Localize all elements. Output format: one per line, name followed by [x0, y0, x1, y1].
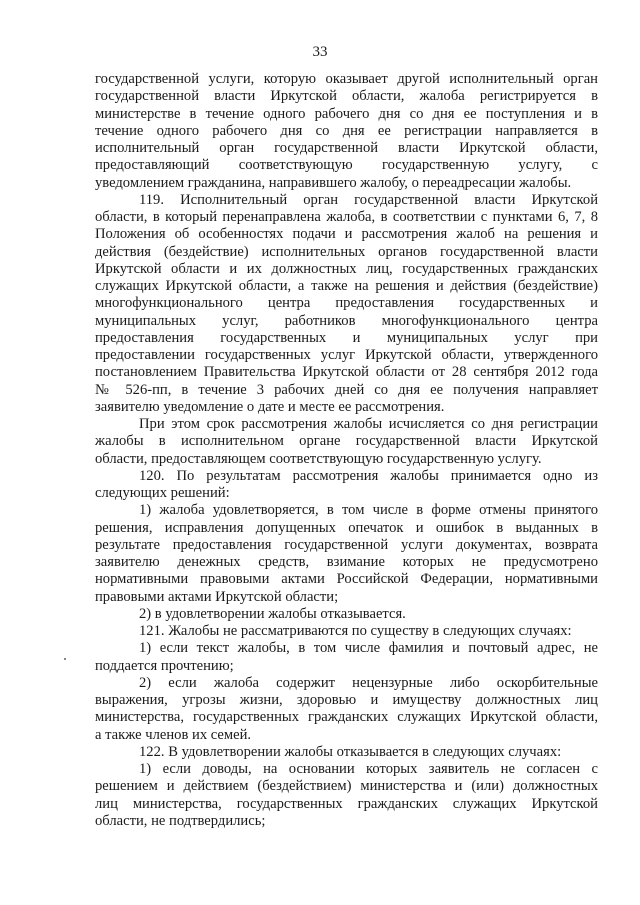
text-line: муниципальных услуг, работников многофункционального центра — [95, 312, 598, 329]
page-number: 33 — [312, 44, 328, 60]
text-line: 1) если текст жалобы, в том числе фамилия и почтовый адрес, не — [139, 640, 598, 657]
text-line: При этом срок рассмотрения жалобы исчисляется со дня регистрации — [139, 416, 598, 432]
text-line: заявителю денежных средств, взимание которых не предусмотрено — [95, 554, 598, 570]
text-line: министерстве в течение одного рабочего дня со дня ее поступления и в — [95, 105, 598, 122]
text-line: следующих решений: — [95, 485, 230, 501]
text-line: государственной услуги, которую оказывает другой исполнительный орган — [95, 71, 598, 87]
text-line: течение одного рабочего дня со дня ее регистрации направляется в — [95, 122, 598, 139]
text-line: 2) в удовлетворении жалобы отказывается. — [139, 605, 406, 622]
text-line: исполнительный орган государственной власти Иркутской области, — [95, 140, 598, 156]
document-body — [95, 71, 598, 830]
text-line: решения, исправления допущенных опечаток и ошибок в выданных в — [95, 519, 598, 536]
text-line: министерства, государственных гражданских служащих Иркутской области, — [95, 709, 598, 726]
text-line: Положения об особенностях подачи и рассмотрения жалоб на решения и — [95, 226, 598, 243]
text-line: многофункционального центра предоставления государственных и — [95, 295, 598, 312]
text-line: государственной власти Иркутской области, жалоба регистрируется в — [95, 88, 598, 105]
text-line: предоставляющий соответствующую государственную услугу, с — [95, 157, 598, 174]
text-line: уведомлением гражданина, направившего жалобу, о переадресации жалобы. — [95, 174, 572, 191]
text-line: области, в который перенаправлена жалоба, в соответствии с пунктами 6, 7, 8 — [95, 209, 598, 225]
text-line: жалобы в исполнительном органе государственной власти Иркутской — [95, 433, 598, 450]
text-line: предоставлении государственных услуг Иркутской области, утвержденного — [95, 347, 598, 363]
text-line: 1) жалоба удовлетворяется, в том числе в форме отмены принятого — [139, 502, 598, 519]
text-line: 122. В удовлетворении жалобы отказывается в следующих случаях: — [139, 743, 562, 760]
text-line: выражения, угрозы жизни, здоровью и имуществу должностных лиц — [95, 692, 598, 708]
text-line: области, предоставляющем соответствующую государственную услугу. — [95, 450, 542, 467]
text-line: правовыми актами Иркутской области; — [95, 588, 339, 605]
text-line: 1) если доводы, на основании которых заявитель не согласен с — [139, 761, 598, 777]
text-line: лиц министерства, государственных гражданских служащих Иркутской — [95, 795, 598, 812]
text-line: нормативными правовыми актами Российской Федерации, нормативными — [95, 571, 598, 588]
text-line: предоставления государственных и муниципальных услуг при — [95, 329, 598, 346]
text-line: № 526-пп, в течение 3 рабочих дней со дня ее получения направляет — [95, 381, 598, 398]
text-line: 120. По результатам рассмотрения жалобы принимается одно из — [139, 467, 598, 484]
text-line: 2) если жалоба содержит нецензурные либо оскорбительные — [139, 674, 598, 691]
text-line: 121. Жалобы не рассматриваются по существу в следующих случаях: — [139, 623, 572, 639]
text-line: Иркутской области и их должностных лиц, государственных гражданских — [95, 260, 598, 277]
text-line: 119. Исполнительный орган государственной власти Иркутской — [139, 191, 598, 208]
text-line: решением и действием (бездействием) министерства и (или) должностных — [95, 778, 598, 795]
text-line: поддается прочтению; — [95, 657, 234, 674]
text-line: действия (бездействие) исполнительных органов государственной власти — [95, 243, 598, 260]
text-line: области, не подтвердились; — [95, 812, 266, 829]
text-line: постановлением Правительства Иркутской области от 28 сентября 2012 года — [95, 364, 598, 381]
text-line: служащих Иркутской области, а также на решения и действия (бездействие) — [95, 278, 598, 294]
text-line: заявителю уведомление о дате и месте ее рассмотрения. — [95, 398, 445, 415]
scan-speck — [64, 658, 66, 660]
text-line: результате предоставления государственной услуги документах, возврата — [95, 536, 598, 553]
text-line: а также членов их семей. — [95, 726, 252, 743]
